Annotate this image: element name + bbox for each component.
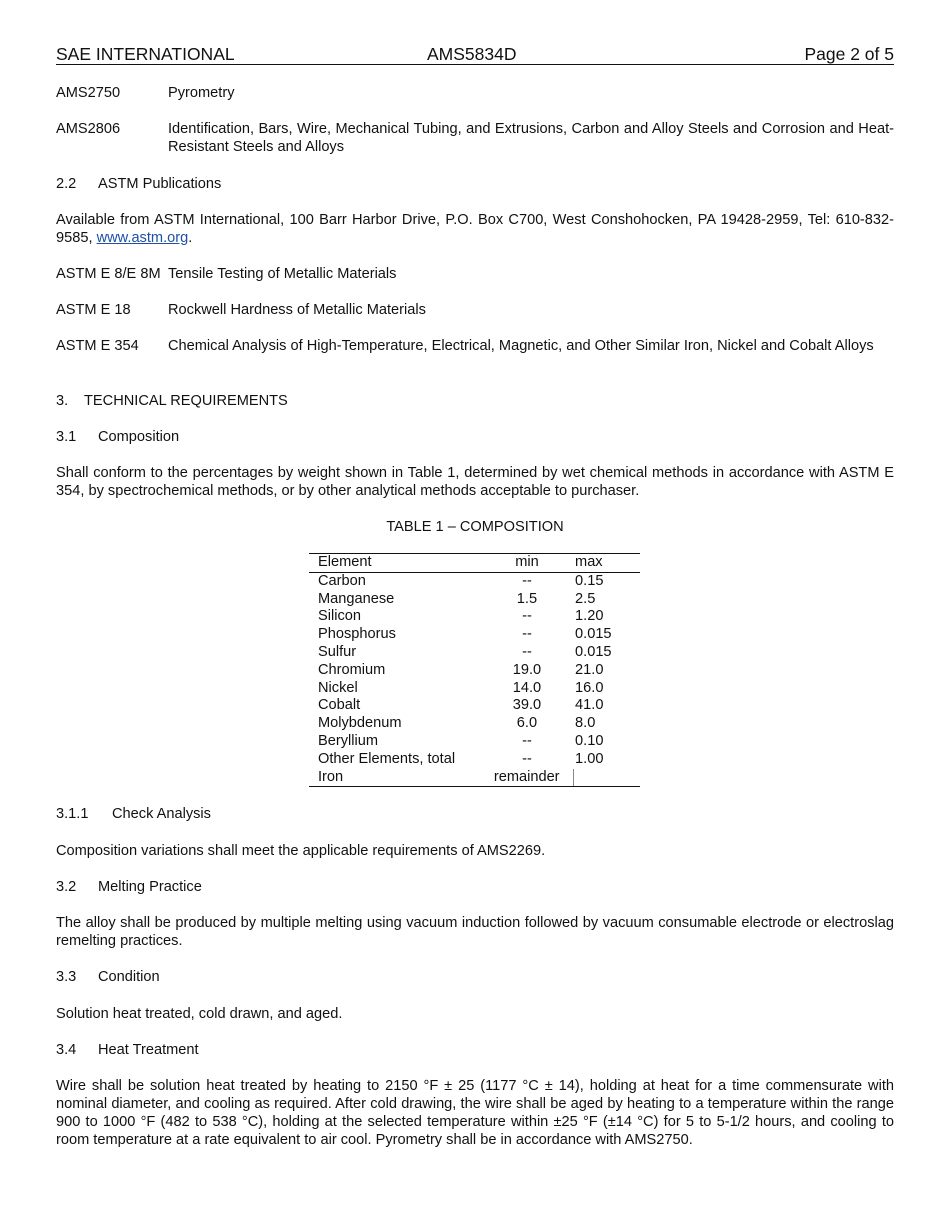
table-row — [309, 769, 640, 787]
availability-text: Available from ASTM International, 100 Barr Harbor Drive, P.O. Box C700, West Conshohocken, PA 19428-2959, Tel: 610-832-9585, — [56, 212, 894, 246]
cell-max: 21.0 — [575, 661, 604, 678]
column-header-element: Element — [309, 554, 481, 573]
table-row — [309, 626, 640, 644]
section-heading-3-4 — [56, 1041, 199, 1059]
cell-max: 0.015 — [575, 643, 612, 660]
table-row — [309, 662, 640, 680]
cell-element: Beryllium — [318, 732, 379, 749]
cell-min: 14.0 — [512, 679, 542, 696]
reference-description: Identification, Bars, Wire, Mechanical Tubing, and Extrusions, Carbon and Alloy Steels and Corrosion and Heat-Resistant Steels and Alloys — [168, 121, 894, 155]
cell-element: Sulfur — [318, 643, 357, 660]
cell-max: 2.5 — [575, 590, 596, 607]
cell-element: Molybdenum — [318, 715, 402, 732]
column-header-min: min — [481, 554, 573, 573]
reference-description: Pyrometry — [168, 85, 235, 101]
section-title: Composition — [98, 429, 180, 445]
melting-practice-paragraph: The alloy shall be produced by multiple melting using vacuum induction followed by vacuum consumable electrode or electroslag remelting practices. — [56, 915, 894, 949]
cell-min: 1.5 — [516, 590, 538, 607]
cell-element: Chromium — [318, 661, 386, 678]
section-number: 3. — [56, 393, 69, 409]
header-organization: SAE INTERNATIONAL — [56, 44, 235, 64]
section-heading-3-3 — [56, 968, 160, 986]
table-header-row — [309, 554, 640, 573]
header-doc-number: AMS5834D — [427, 44, 517, 64]
cell-element: Cobalt — [318, 697, 361, 714]
section-number: 3.3 — [56, 969, 77, 985]
reference-entry — [56, 84, 894, 102]
section-number: 3.2 — [56, 879, 77, 895]
cell-element: Carbon — [318, 572, 366, 589]
reference-entry — [56, 120, 894, 156]
composition-table — [309, 553, 640, 787]
header-page-number: Page 2 of 5 — [804, 44, 894, 64]
cell-element: Other Elements, total — [318, 750, 456, 767]
cell-max — [573, 769, 640, 787]
cell-min: 19.0 — [512, 661, 542, 678]
cell-max: 0.015 — [575, 626, 612, 643]
table-row — [309, 591, 640, 609]
heat-treatment-paragraph: Wire shall be solution heat treated by heating to 2150 °F ± 25 (1177 °C ± 14), holding at heat for a time commensurate with nominal diameter, and cooling as required. After cold drawing, the wire shall be aged by heating to a temperature within the range 900 to 1000 °F (482 to 538 °C), holding at the selected temperature within ±25 °F (±14 °C) for 5 to 5-1/2 hours, and cooling to room temperature at a rate equivalent to air cool. Pyrometry shall be in accordance with AMS2750. — [56, 1078, 894, 1148]
cell-max: 1.20 — [575, 608, 604, 625]
cell-max: 0.10 — [575, 732, 604, 749]
reference-code: AMS2806 — [56, 121, 121, 137]
section-heading-3 — [56, 392, 288, 410]
table-row — [309, 733, 640, 751]
reference-code: ASTM E 354 — [56, 338, 139, 354]
reference-code: ASTM E 18 — [56, 302, 131, 318]
cell-min: 39.0 — [512, 697, 542, 714]
reference-description: Rockwell Hardness of Metallic Materials — [168, 302, 426, 318]
cell-max: 41.0 — [575, 697, 604, 714]
section-heading-3-1-1 — [56, 805, 211, 823]
cell-max: 8.0 — [575, 715, 596, 732]
section-title: ASTM Publications — [98, 176, 222, 192]
cell-min: -- — [522, 608, 532, 625]
table-row — [309, 751, 640, 769]
cell-min: 6.0 — [516, 715, 538, 732]
section-title: TECHNICAL REQUIREMENTS — [84, 393, 288, 409]
composition-paragraph: Shall conform to the percentages by weight shown in Table 1, determined by wet chemical methods in accordance with ASTM E 354, by spectrochemical methods, or by other analytical methods acceptable to purchaser. — [56, 465, 894, 499]
section-title: Check Analysis — [112, 806, 211, 822]
table-row — [309, 644, 640, 662]
availability-text-end: . — [188, 230, 193, 246]
reference-code: AMS2750 — [56, 85, 121, 101]
section-heading-3-2 — [56, 878, 202, 896]
cell-min: -- — [522, 732, 532, 749]
section-number: 3.1.1 — [56, 806, 89, 822]
cell-element: Iron — [309, 769, 481, 787]
table-row — [309, 572, 640, 590]
section-title: Melting Practice — [98, 879, 202, 895]
cell-min: -- — [522, 643, 532, 660]
table-row — [309, 608, 640, 626]
section-number: 3.1 — [56, 429, 77, 445]
reference-entry — [56, 337, 894, 373]
check-analysis-paragraph: Composition variations shall meet the applicable requirements of AMS2269. — [56, 843, 546, 859]
reference-description: Tensile Testing of Metallic Materials — [168, 266, 397, 282]
reference-entry — [56, 301, 894, 319]
cell-max: 16.0 — [575, 679, 604, 696]
section-heading-3-1 — [56, 428, 179, 446]
cell-max: 0.15 — [575, 572, 604, 589]
section-number: 3.4 — [56, 1042, 77, 1058]
section-number: 2.2 — [56, 176, 77, 192]
astm-availability-paragraph — [56, 211, 894, 247]
reference-description: Chemical Analysis of High-Temperature, Electrical, Magnetic, and Other Similar Iron, Nickel and Cobalt Alloys — [168, 338, 874, 354]
table-title: TABLE 1 – COMPOSITION — [386, 519, 564, 535]
cell-element: Silicon — [318, 608, 361, 625]
cell-element: Manganese — [318, 590, 395, 607]
column-header-max: max — [573, 554, 640, 573]
cell-element: Phosphorus — [318, 626, 396, 643]
cell-max: 1.00 — [575, 750, 604, 767]
cell-min: -- — [522, 626, 532, 643]
page-header — [56, 44, 894, 65]
table-row — [309, 715, 640, 733]
table-row — [309, 697, 640, 715]
astm-website-link[interactable]: www.astm.org — [96, 230, 189, 246]
cell-min: -- — [522, 750, 532, 767]
reference-entry — [56, 265, 894, 283]
cell-min: remainder — [481, 769, 573, 787]
section-title: Heat Treatment — [98, 1042, 199, 1058]
section-title: Condition — [98, 969, 160, 985]
cell-min: -- — [522, 572, 532, 589]
table-row — [309, 680, 640, 698]
section-heading-2-2 — [56, 175, 221, 193]
condition-paragraph: Solution heat treated, cold drawn, and aged. — [56, 1006, 343, 1022]
reference-code: ASTM E 8/E 8M — [56, 266, 161, 282]
cell-element: Nickel — [318, 679, 358, 696]
